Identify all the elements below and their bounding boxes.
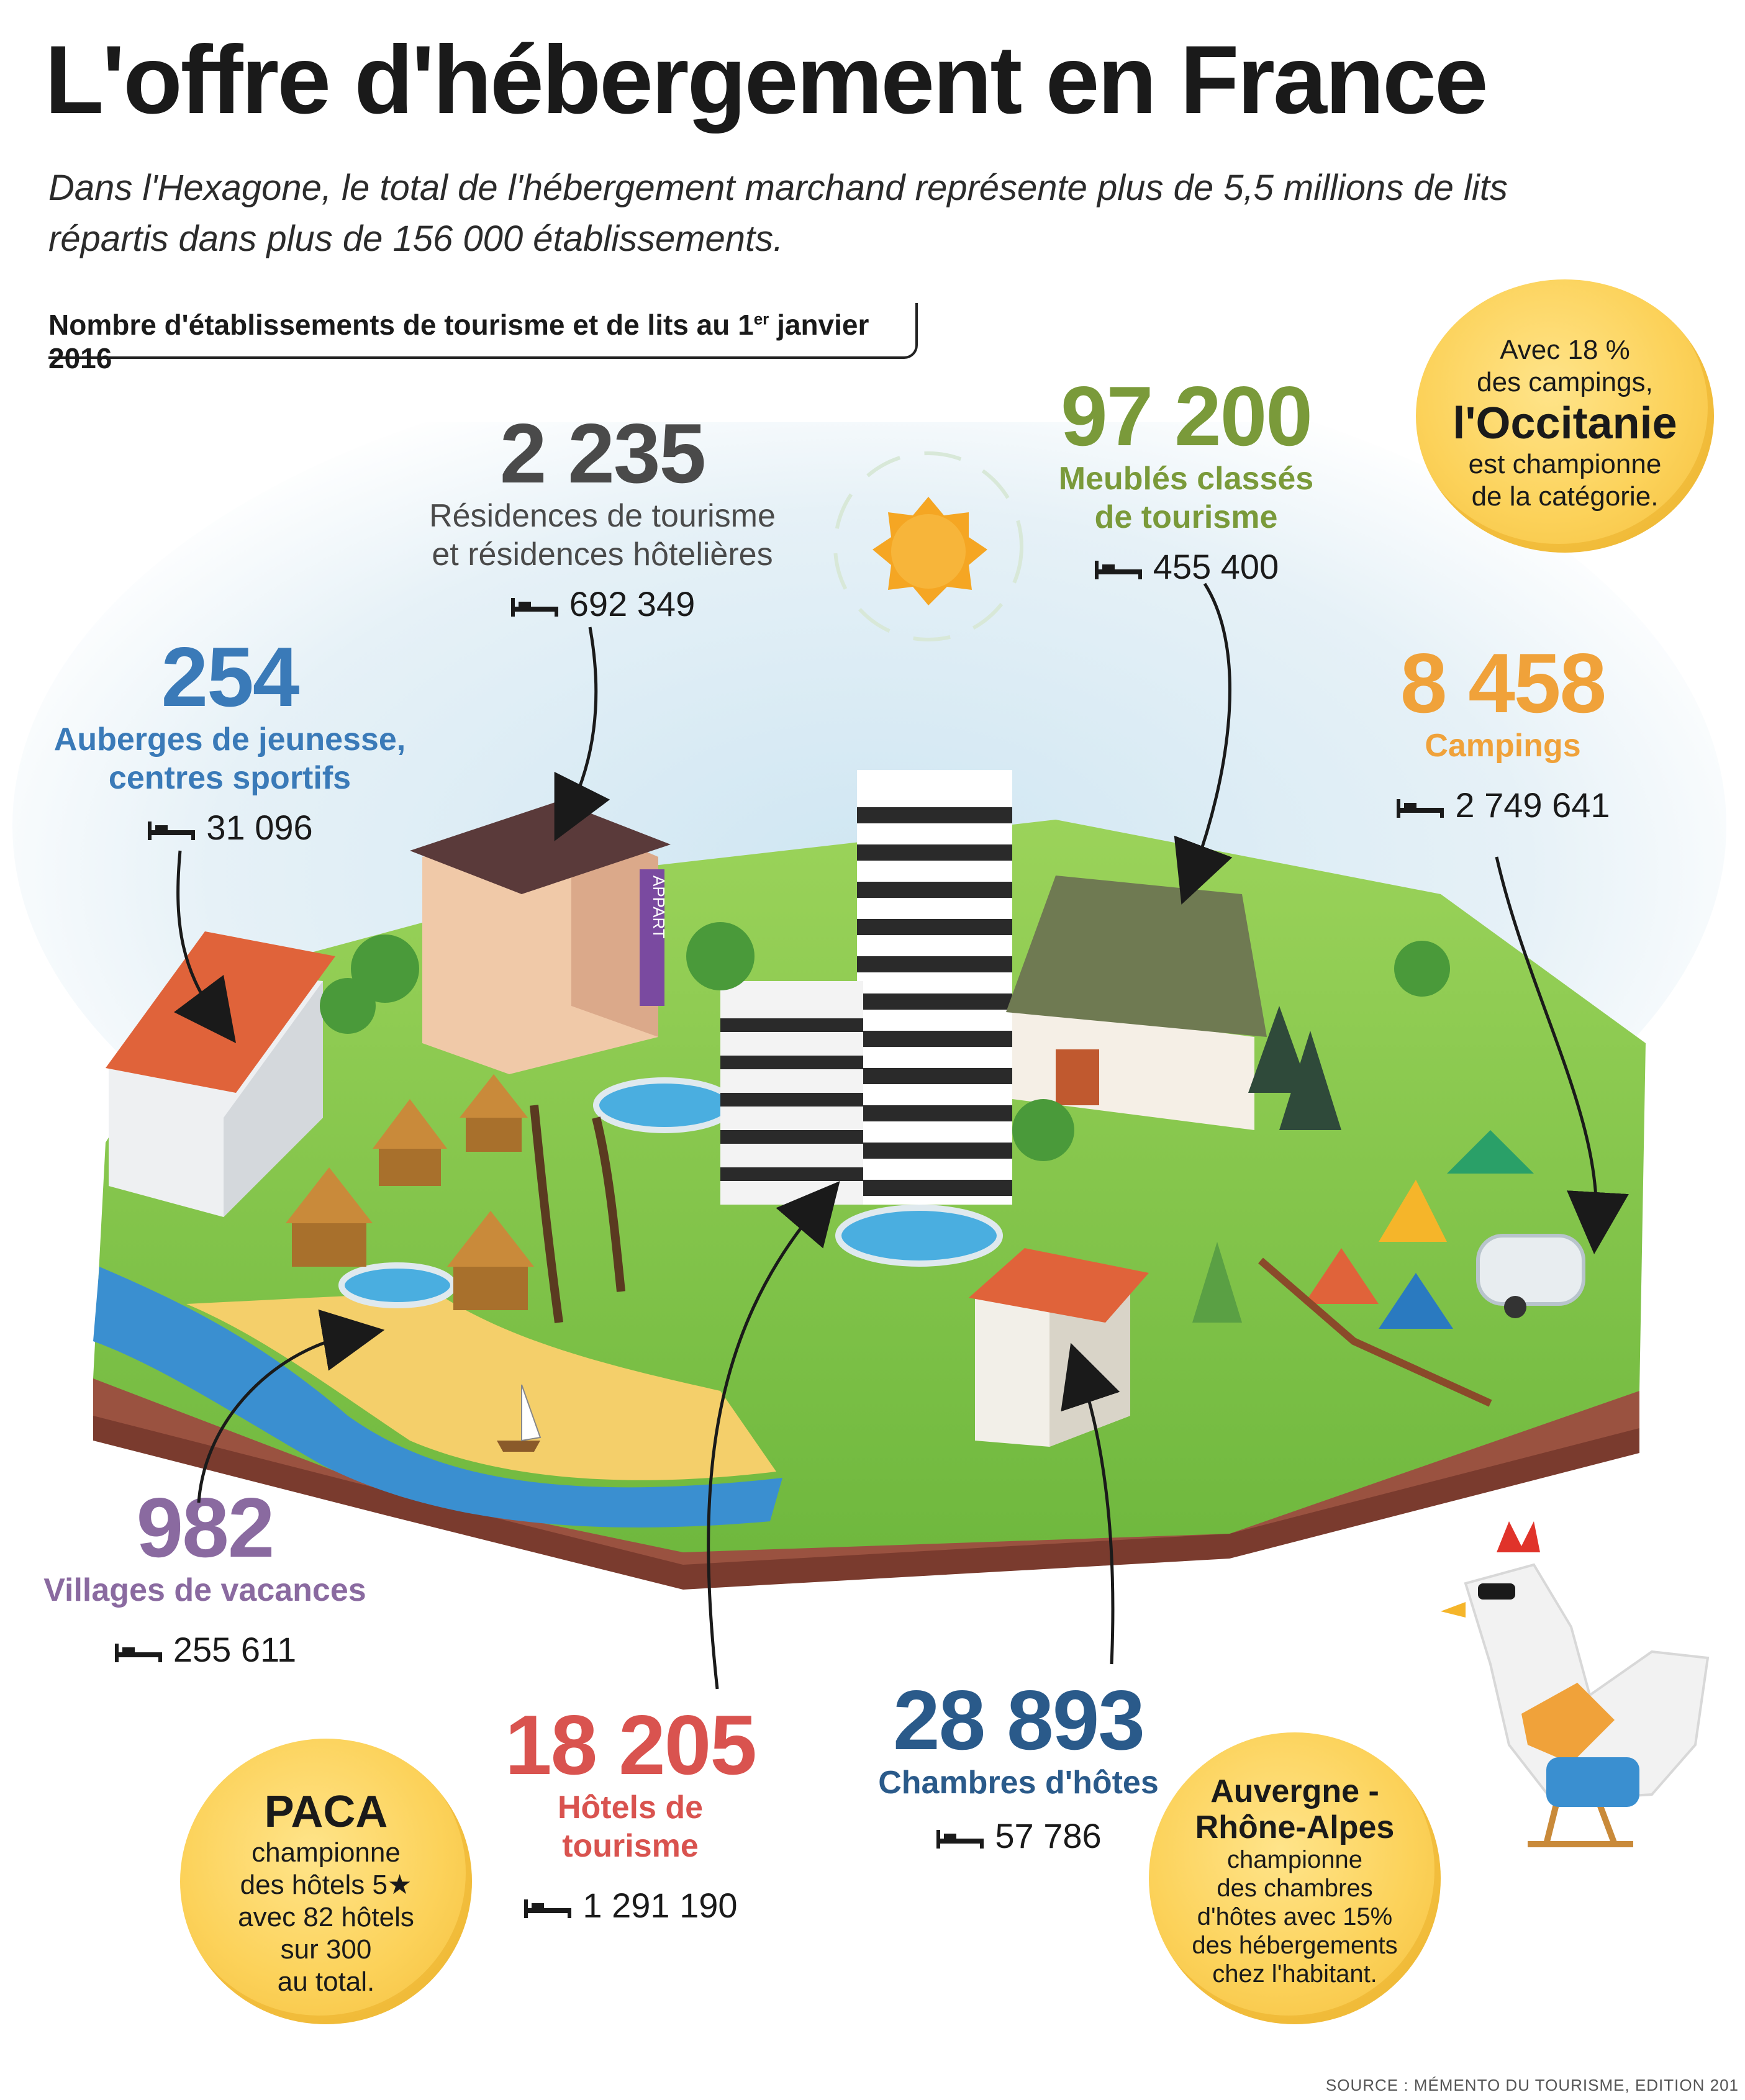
coin-text: est championne bbox=[1468, 449, 1662, 479]
coin-occitanie bbox=[1416, 279, 1714, 553]
building-sign: APPART bbox=[650, 876, 668, 939]
section-label-end: janvier 2016 bbox=[48, 309, 869, 374]
coin-text: avec 82 hôtels bbox=[238, 1902, 414, 1932]
coin-text: des hôtels 5★ bbox=[240, 1870, 412, 1900]
arrow-auberges bbox=[178, 851, 217, 1018]
coin-highlight: l'Occitanie bbox=[1453, 399, 1677, 448]
coin-text: des campings, bbox=[1477, 367, 1653, 397]
coin-auvergne bbox=[1149, 1732, 1441, 2024]
coin-highlight: Rhône-Alpes bbox=[1195, 1809, 1395, 1845]
stat-label: Chambres d'hôtes bbox=[878, 1765, 1159, 1801]
stat-number: 982 bbox=[136, 1480, 274, 1575]
coin-text: des hébergements bbox=[1192, 1932, 1398, 1959]
stat-beds-value: 692 349 bbox=[569, 584, 696, 623]
coin-text: des chambres bbox=[1217, 1875, 1373, 1902]
arrow-meubles bbox=[1192, 584, 1230, 876]
stat-label: et résidences hôtelières bbox=[432, 536, 773, 573]
stat-number: 8 458 bbox=[1400, 636, 1606, 730]
coin-paca bbox=[180, 1739, 472, 2024]
coin-text: championne bbox=[1227, 1846, 1362, 1873]
stat-label: Résidences de tourisme bbox=[429, 498, 776, 534]
rooster-illustration bbox=[1428, 1509, 1726, 1857]
stat-beds-value: 57 786 bbox=[995, 1816, 1102, 1855]
stat-number: 2 235 bbox=[499, 406, 705, 500]
stat-label: centres sportifs bbox=[108, 760, 351, 796]
stat-label: Meublés classés bbox=[1058, 461, 1314, 497]
stat-number: 28 893 bbox=[893, 1673, 1144, 1767]
coin-text: chez l'habitant. bbox=[1212, 1960, 1377, 1988]
stat-beds-value: 1 291 190 bbox=[582, 1886, 738, 1925]
coin-highlight: PACA bbox=[264, 1787, 388, 1837]
arrow-residences bbox=[568, 627, 596, 813]
stat-label: Auberges de jeunesse, bbox=[53, 722, 406, 758]
coin-text: d'hôtes avec 15% bbox=[1197, 1903, 1393, 1930]
stat-label: de tourisme bbox=[1094, 499, 1278, 535]
stat-beds-value: 2 749 641 bbox=[1455, 785, 1610, 825]
stat-number: 18 205 bbox=[505, 1698, 756, 1792]
stat-beds-value: 255 611 bbox=[173, 1630, 297, 1669]
stat-label: Villages de vacances bbox=[43, 1572, 366, 1608]
coin-text: championne bbox=[252, 1837, 401, 1868]
coin-highlight: Auvergne - bbox=[1210, 1773, 1379, 1809]
stat-label: Campings bbox=[1425, 728, 1581, 764]
coin-text: sur 300 bbox=[280, 1934, 372, 1965]
page-title: L'offre d'hébergement en France bbox=[45, 26, 1487, 134]
coin-text: au total. bbox=[277, 1966, 375, 1997]
subtitle-line-1: Dans l'Hexagone, le total de l'hébergement marchand représente plus de 5,5 millions de lits bbox=[48, 168, 1508, 208]
arrow-villages bbox=[199, 1335, 354, 1503]
stat-beds-value: 455 400 bbox=[1153, 547, 1279, 586]
section-label-text: Nombre d'établissements de tourisme et de lits au 1 bbox=[48, 309, 754, 341]
arrow-campings bbox=[1497, 857, 1597, 1223]
arrow-hotels bbox=[709, 1205, 820, 1689]
source-note: SOURCE : MÉMENTO DU TOURISME, EDITION 201 bbox=[1325, 2076, 1739, 2094]
stat-label: Hôtels de tourisme bbox=[557, 1790, 704, 1864]
subtitle-line-2: répartis dans plus de 156 000 établissements. bbox=[48, 219, 784, 259]
coin-text: Avec 18 % bbox=[1500, 335, 1630, 365]
section-label-sup: er bbox=[753, 309, 769, 328]
stat-beds-value: 31 096 bbox=[206, 808, 313, 847]
arrow-chambres bbox=[1081, 1372, 1113, 1664]
coin-text: de la catégorie. bbox=[1471, 481, 1659, 512]
stat-number: 97 200 bbox=[1061, 369, 1312, 463]
stat-number: 254 bbox=[161, 630, 299, 724]
